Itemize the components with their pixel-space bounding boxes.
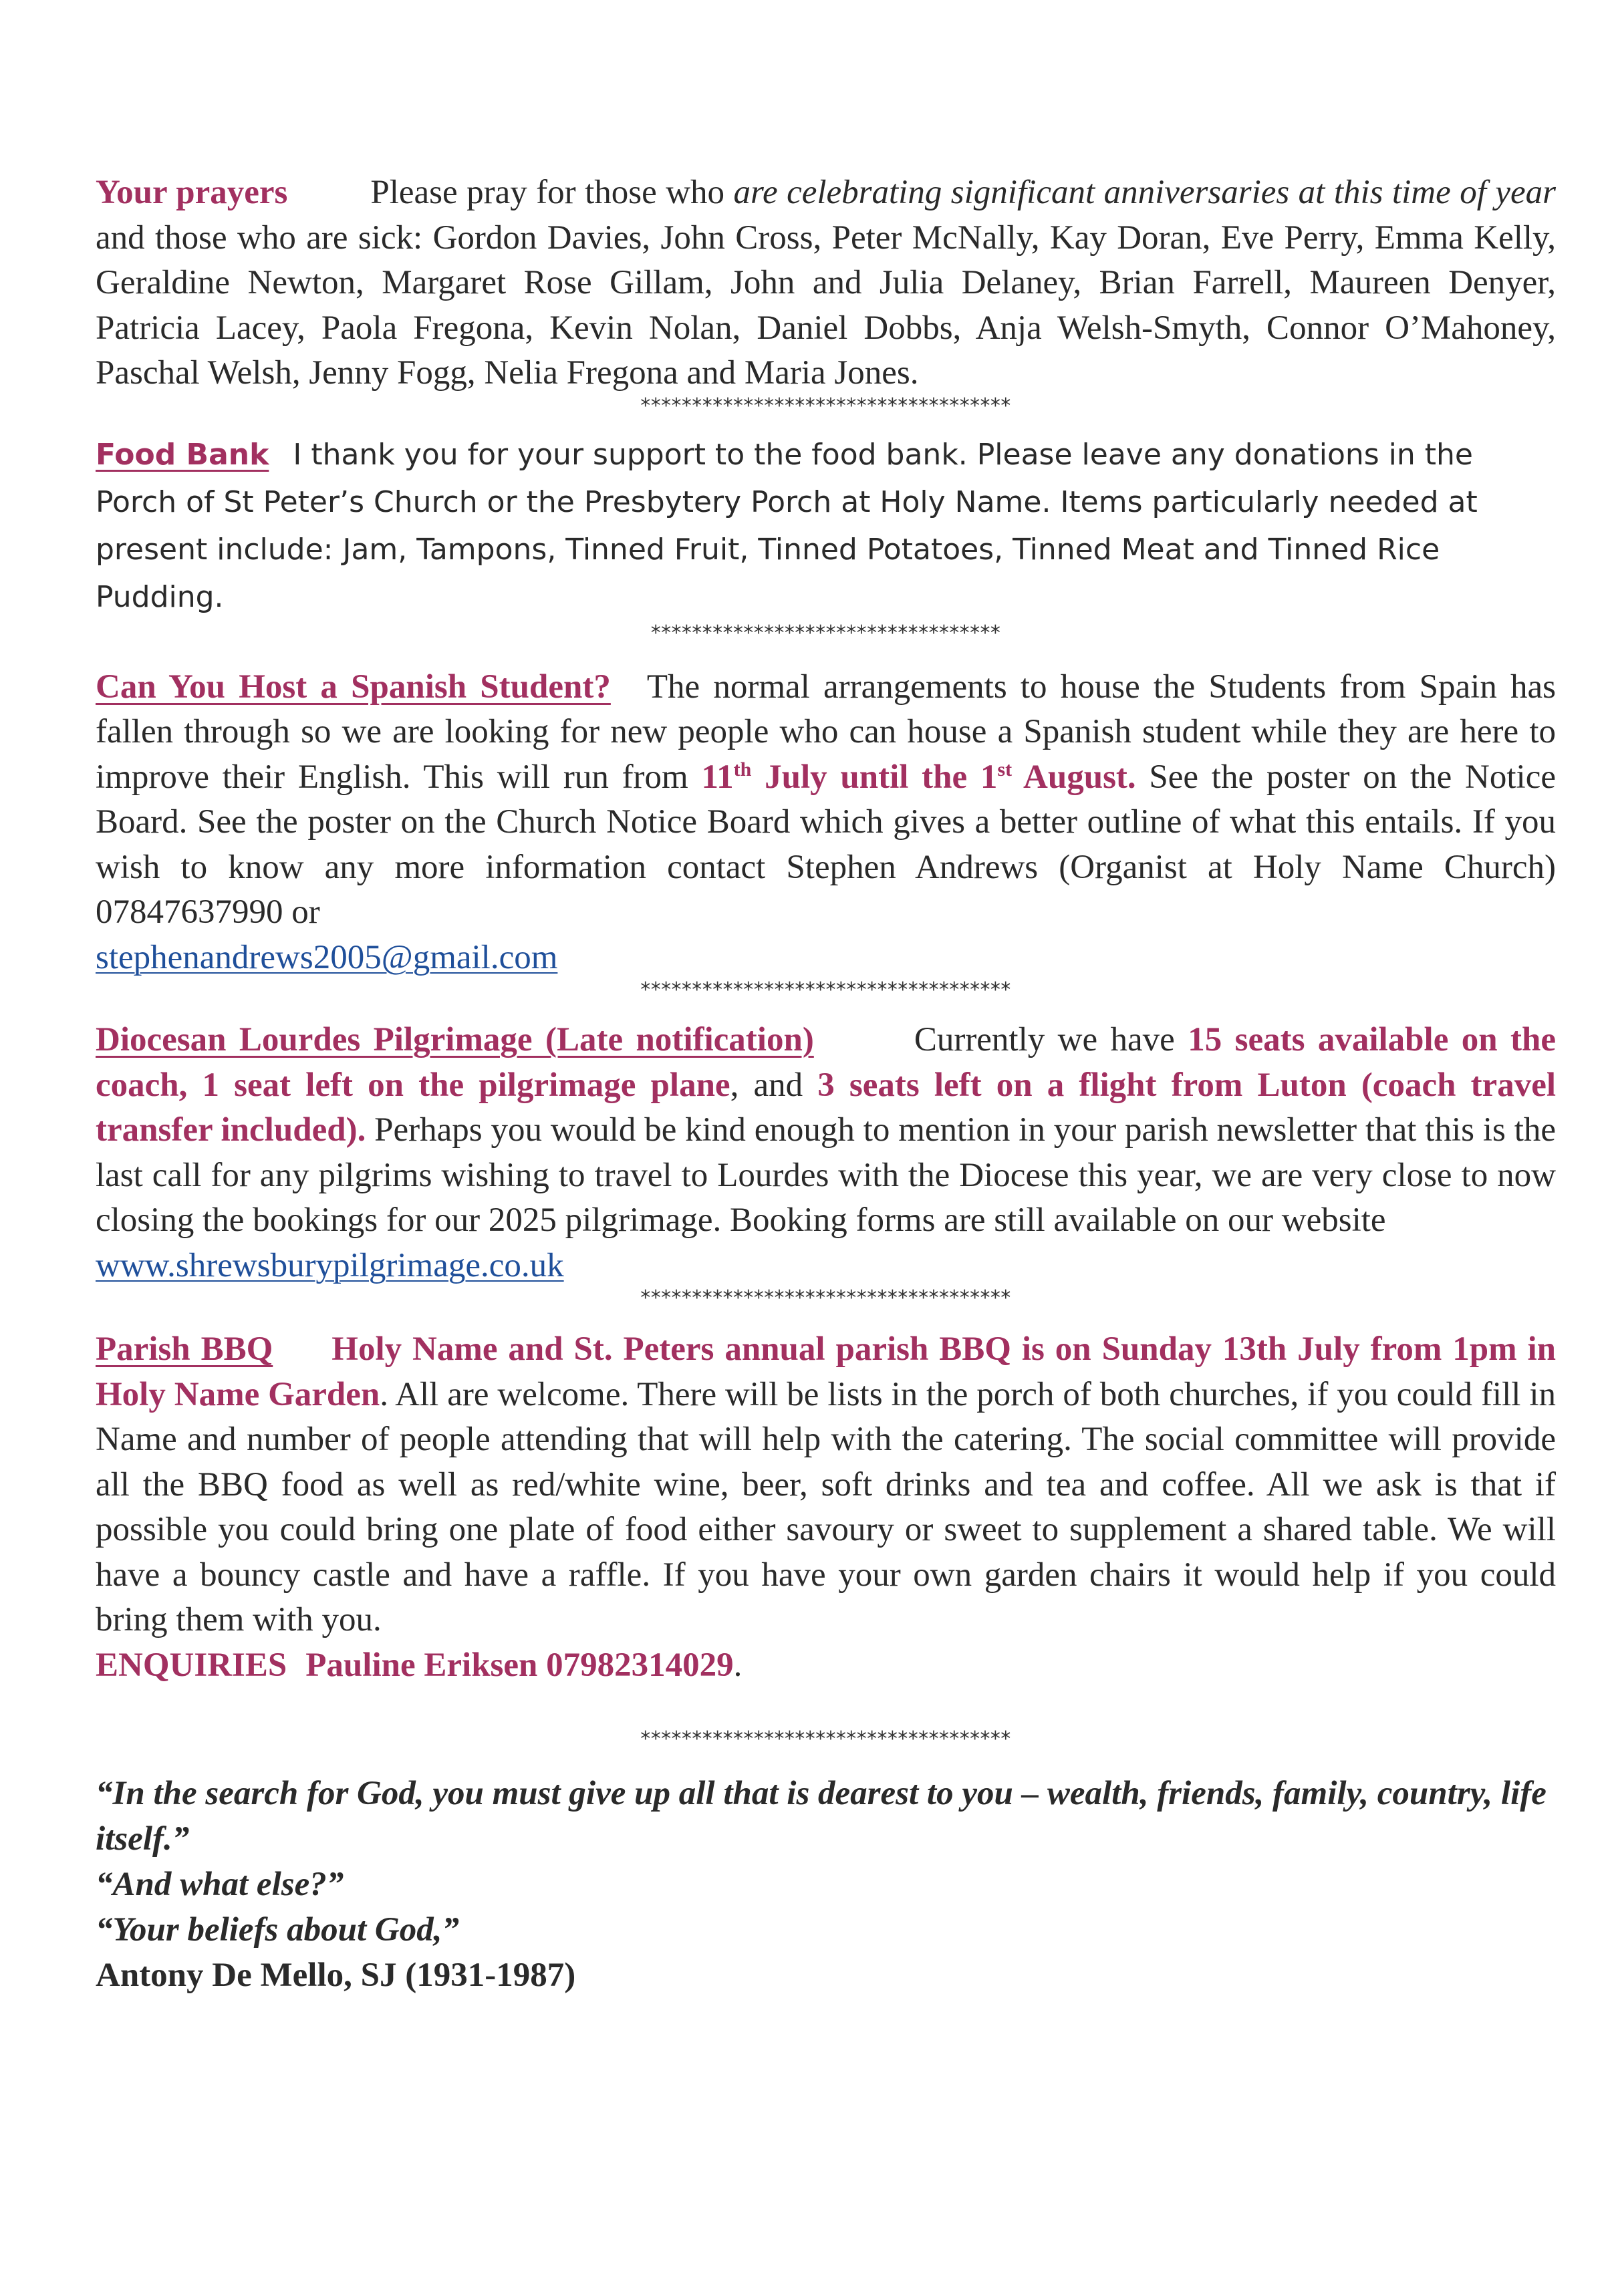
bbq-body: . All are welcome. There will be lists in the porch of both churches, if you could fill in Name and number of people attending that will help with the catering. The social committee will provide all the BBQ food as well as red/white wine, beer, soft drinks and tea and coffee. All we ask is that if possible you could bring one plate of food either savoury or sweet to supplement a shared table. We will have a bouncy castle and have a raffle. If you have your own garden chairs it would help if you could bring them with you. [96,1375,1556,1638]
prayers-intro: Please pray for those who [370,174,734,211]
prayers-section [96,170,1556,396]
separator: ************************************ [640,978,1011,1002]
food-bank-body: I thank you for your support to the food bank. Please leave any donations in the Porch of St Peter’s Church or the Presbytery Porch at Holy Name. Items particularly needed at present include: Jam, Tampons, Tinned Fruit, Tinned Potatoes, Tinned Meat and Tinned Rice Pudding. [96,437,1478,614]
lourdes-heading: Diocesan Lourdes Pilgrimage (Late notification) [96,1021,814,1058]
prayers-emphasis: are celebrating significant anniversaries at this time of year [733,174,1556,211]
quote-line-2: “And what else?” [96,1866,344,1903]
date-start-sup: th [733,758,752,780]
prayers-list: and those who are sick: Gordon Davies, John Cross, Peter McNally, Kay Doran, Eve Perry, Emma Kelly, Geraldine Newton, Margaret Rose Gillam, John and Julia Delaney, Brian Farrell, Maureen Denyer, Patricia Lacey, Paola Fregona, Kevin Nolan, Daniel Dobbs, Anja Welsh-Smyth, Connor O’Mahoney, Paschal Welsh, Jenny Fogg, Nelia Fregona and Maria Jones. [96,219,1556,392]
spanish-student-body-1: The normal arrangements to house the Students from Spain has fallen through so we are looking for new people who can house a Spanish student while they are here to improve their English. This will run from [96,668,1556,796]
lourdes-seats-coach-plane: 15 seats available on the coach, 1 seat left on the pilgrimage plane [96,1021,1556,1104]
food-bank-heading: Food Bank [96,437,269,472]
spanish-student-section [96,665,1556,981]
website-link[interactable]: www.shrewsburypilgrimage.co.uk [96,1246,564,1284]
lourdes-section [96,1018,1556,1288]
lourdes-body: Perhaps you would be kind enough to mention in your parish newsletter that this is the last call for any pilgrims wishing to travel to Lourdes with the Diocese this year, we are very close to now closing the bookings for our 2025 pilgrimage. Booking forms are still available on our website [96,1111,1557,1239]
quote-line-1: “In the search for God, you must give up all that is dearest to you – wealth, friends, family, country, life itself.” [96,1775,1547,1858]
separator: ************************************ [640,394,1011,418]
date-end: August. [1012,758,1136,796]
quote-author: Antony De Mello, SJ (1931-1987) [96,1957,576,1994]
bbq-enquiries-label: ENQUIRIES [96,1646,287,1684]
spanish-student-dates [701,758,1135,796]
lourdes-seats-flight: 3 seats left on a flight from Luton (coach travel transfer included). [96,1066,1557,1149]
bbq-heading: Parish BBQ [96,1330,273,1368]
spanish-student-heading: Can You Host a Spanish Student? [96,668,611,706]
spanish-student-body-2: See the poster on the Notice Board. See the poster on the Church Notice Board which gives a better outline of what this entails. If you wish to know any more information contact Stephen Andrews (Organist at Holy Name Church) 07847637990 or [96,758,1556,931]
separator: ************************************ [640,1727,1011,1751]
separator: ********************************** [650,621,1001,645]
bbq-section [96,1327,1556,1688]
date-start-num: 11 [701,758,734,796]
separator: ************************************ [640,1286,1011,1310]
bbq-enquiries-end: . [733,1646,743,1684]
lourdes-mid: , and [730,1066,818,1104]
date-mid: July until the 1 [751,758,998,796]
bbq-announcement: Holy Name and St. Peters annual parish BBQ is on Sunday 13th July from 1pm in Holy Name Garden [96,1330,1556,1413]
food-bank-section [96,431,1556,621]
newsletter-content [96,170,1556,1998]
bbq-enquiries-contact: Pauline Eriksen 07982314029 [305,1646,734,1684]
lourdes-lead: Currently we have [914,1021,1188,1058]
quote-line-3: “Your beliefs about God,” [96,1911,460,1949]
email-link[interactable]: stephenandrews2005@gmail.com [96,938,558,976]
prayers-heading: Your prayers [96,174,288,211]
date-end-sup: st [997,758,1013,780]
